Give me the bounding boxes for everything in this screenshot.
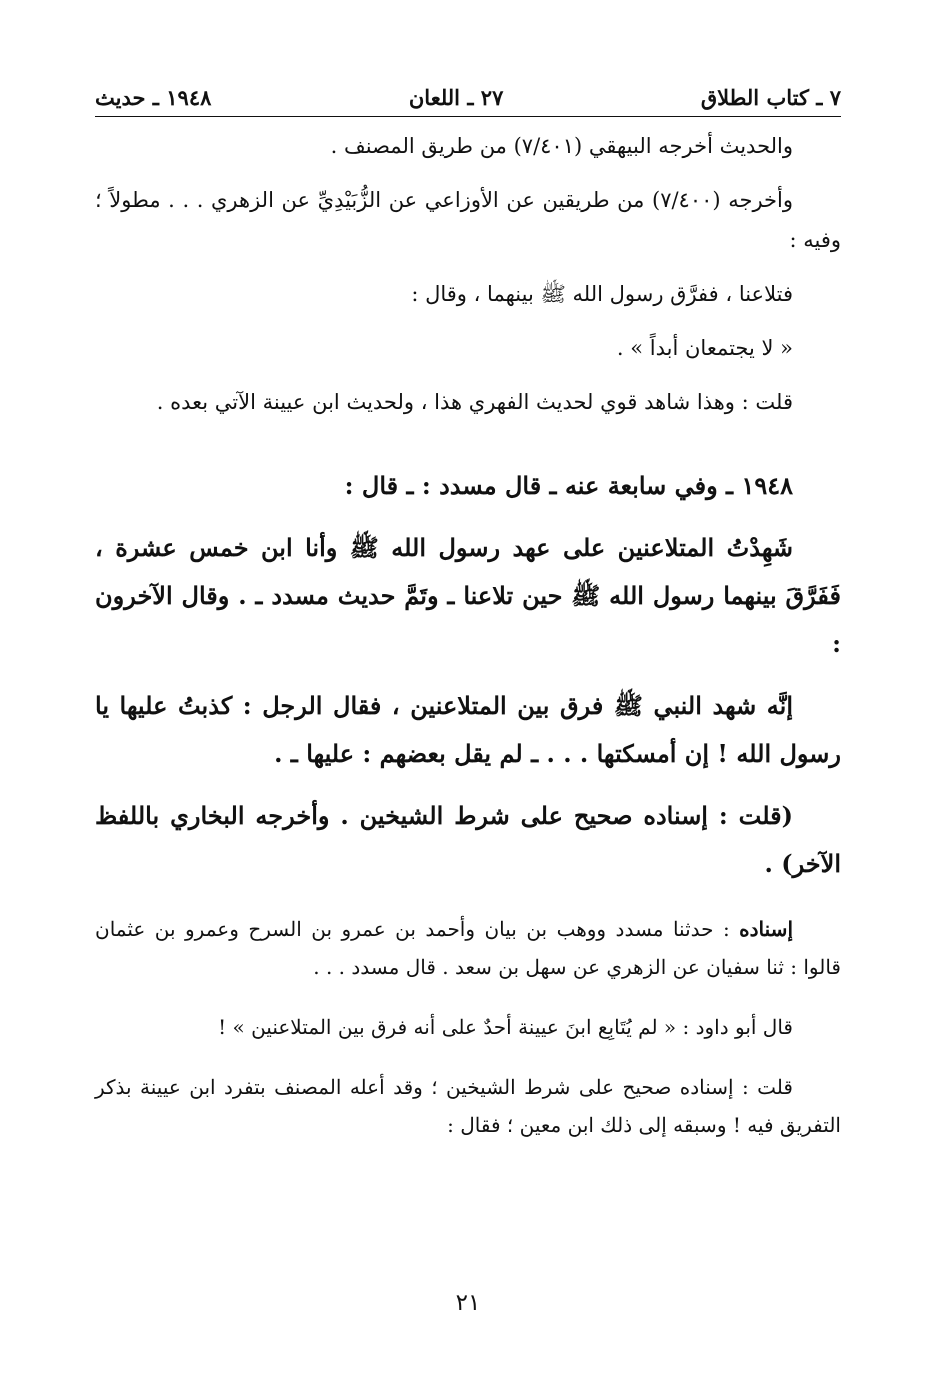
paragraph-qultu-final: قلت : إسناده صحيح على شرط الشيخين ؛ وقد أعله المصنف بتفرد ابن عيينة بذكر التفريق فيه ! وسبقه إلى ذلك ابن معين ؛ فقال : (95, 1075, 841, 1137)
hadith-text: شَهِدْتُ المتلاعنين على عهد رسول الله ﷺ وأنا ابن خمس عشرة ، فَفَرَّقَ بينهما رسول الله ﷺ حين تلاعنا ـ وتَمَّ حديث مسدد ـ . وقال الآخرون : (95, 533, 841, 658)
header-hadith-ref: ١٩٤٨ ـ حديث (95, 84, 212, 110)
header-chapter-title: ٢٧ ـ اللعان (408, 84, 504, 110)
page-body (95, 126, 841, 1144)
header-book-title: ٧ ـ كتاب الطلاق (700, 84, 841, 110)
paragraph-abu-dawud: قال أبو داود : « لم يُتَابِع ابنَ عيينة أحدٌ على أنه فرق بين المتلاعنين » ! (218, 1015, 793, 1039)
paragraph-qultu-shahid: قلت : وهذا شاهد قوي لحديث الفهري هذا ، ولحديث ابن عيينة الآتي بعده . (156, 390, 793, 414)
isnad-paragraph (95, 910, 841, 986)
paragraph-bayhaqi: والحديث أخرجه البيهقي (٧/٤٠١) من طريق المصنف . (330, 134, 793, 158)
hadith-intro: ـ وفي سابعة عنه ـ قال مسدد : ـ قال : (344, 471, 742, 500)
grading-note: (قلت : إسناده صحيح على شرط الشيخين . وأخرجه البخاري باللفظ الآخر) . (95, 801, 841, 878)
hadith-number: ١٩٤٨ (741, 471, 793, 500)
quote-la-yajtamian: « لا يجتمعان أبداً » . (616, 336, 793, 360)
hadith-text-others: إنَّه شهد النبي ﷺ فرق بين المتلاعنين ، فقال الرجل : كذبتُ عليها يا رسول الله ! إن أمسكتها . . . ـ لم يقل بعضهم : عليها ـ . (95, 691, 841, 768)
isnad-text: : حدثنا مسدد ووهب بن بيان وأحمد بن عمرو بن السرح وعمرو بن عثمان قالوا : ثنا سفيان عن الزهري عن سهل بن سعد . قال مسدد . . . (95, 917, 841, 979)
quote-talaana: فتلاعنا ، ففرَّق رسول الله ﷺ بينهما ، وقال : (411, 282, 793, 306)
paragraph-awzai: وأخرجه (٧/٤٠٠) من طريقين عن الأوزاعي عن الزُّبَيْدِيِّ عن الزهري . . . مطولاً ؛ وفيه : (95, 188, 841, 252)
hadith-heading (95, 462, 841, 510)
isnad-label: إسناده (739, 917, 793, 941)
running-header (95, 78, 841, 117)
page-number: ٢١ (455, 1290, 481, 1316)
